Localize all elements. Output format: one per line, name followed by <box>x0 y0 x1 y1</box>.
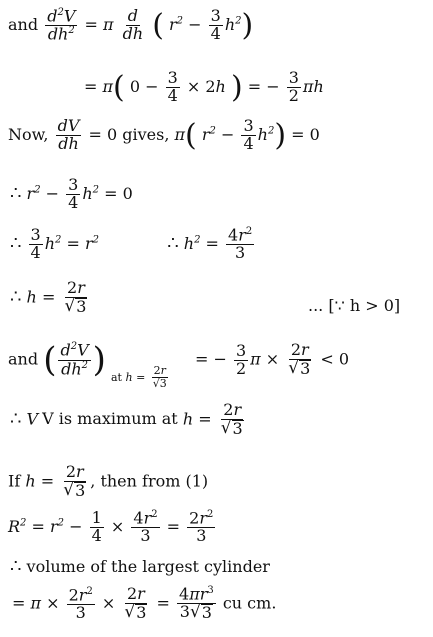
line-radius-squared: $R^2 = r^2$ − $\frac{1}{4}$ × $\frac{4r^2}{3}$ = $\frac{2r^2}{3}$ <box>8 508 214 546</box>
and-word: and <box>8 15 39 35</box>
line-h-value: ∴ h = 2r √ 3 <box>10 278 87 316</box>
line-second-derivative: and $\frac{d^2V}{dh^2}$ = π $\frac{d}{dh}$ ( $r^2$ − $\frac{3}{4}$ $h^2$) <box>8 6 254 44</box>
line-first-derivative-zero: Now, $\frac{dV}{dh}$ = 0 gives, π( $r^2$ − $\frac{3}{4}$ $h^2) = 0$ <box>8 116 320 153</box>
line-second-derivative-test: and ( $\frac{d^2V}{dh^2}$ ) $_{at h = \frac{2r}{√3}}$ = − $\frac{3}{2}$ π × 2r √ 3 < 0 <box>8 340 350 390</box>
line-h-squared: ∴ $\frac{3}{4}$ $h^2 = r^2$ ∴ $h^2$ = $\frac{4r^2}{3}$ <box>10 225 253 263</box>
line-simplify: = π( 0 − $\frac{3}{4}$ × 2h ) = − $\frac{3}{2}$ πh <box>84 68 324 105</box>
line-maximum: ∴ V V is maximum at h = 2r √ 3 <box>10 400 243 438</box>
condition-note: ... [∵ h > 0] <box>308 296 401 315</box>
d2v-dh2-fraction: $\frac{d^2V}{dh^2}$ <box>47 6 76 44</box>
line-volume-value: = π × $\frac{2r^2}{3}$ × 2r √ 3 = $4\pi r^3$ 3 √ 3 cu cm. <box>12 584 277 623</box>
line-volume-heading: ∴ volume of the largest cylinder <box>10 556 270 577</box>
line-equation: ∴ $r^2$ − $\frac{3}{4}$ $h^2 = 0$ <box>10 175 133 212</box>
line-if-h: If h = 2r √ 3 , then from (1) <box>8 462 209 500</box>
